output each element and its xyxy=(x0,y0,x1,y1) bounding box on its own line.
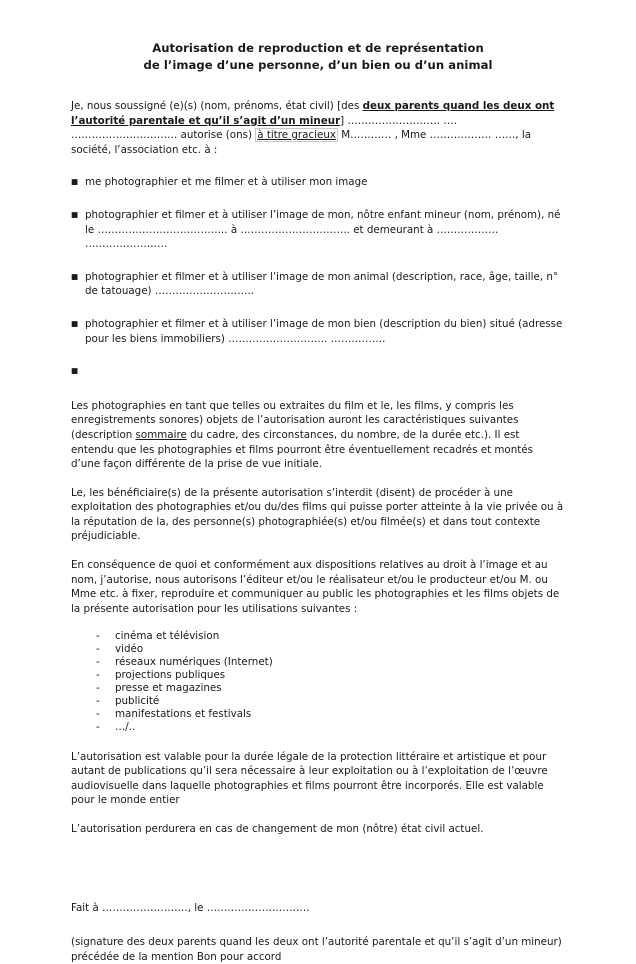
signature-note-line-1: (signature des deux parents quand les deux ont l’autorité parentale et qu’il s’agit d’un mineur) xyxy=(71,936,562,949)
spacer xyxy=(71,157,565,175)
list-item xyxy=(71,708,565,721)
intro-boxed-gracieux: à titre gracieux xyxy=(257,129,336,142)
page-title-line-1: Autorisation de reproduction et de représentation xyxy=(152,41,484,55)
list-item-text: réseaux numériques (Internet) xyxy=(115,656,273,669)
list-item-empty xyxy=(71,364,565,379)
dash-bullet-icon: - xyxy=(96,707,100,720)
spacer xyxy=(71,472,565,486)
page-title-line-2: de l’image d’une personne, d’un bien ou d’un animal xyxy=(143,57,493,72)
spacer xyxy=(71,299,565,317)
paragraph-text-part-1: Les photographies en tant que telles ou extraites du film et le, les films, y compris les enregistrements sonores) objets de l’autorisation auront les caractéristiques suivantes (description xyxy=(71,399,519,441)
dash-bullet-icon: - xyxy=(96,656,100,669)
spacer xyxy=(71,881,565,901)
list-item-text: photographier et filmer et à utiliser l’image de mon, nôtre enfant mineur (nom, prénom), né le ……………………………….. à ………………………….. et demeurant à ……………… …………………… xyxy=(85,208,561,251)
square-bullet-icon: ■ xyxy=(71,209,79,219)
intro-emphasis-parents: deux parents quand les deux ont l’autorité parentale et qu’il s’agit d’un mineur xyxy=(71,100,555,127)
paragraph-photographies xyxy=(71,399,565,472)
paragraph-beneficiaires: Le, les bénéficiaire(s) de la présente autorisation s’interdit (disent) de procéder à une exploitation des photographies et/ou du/des films qui puisse porter atteinte à la vie privée ou à la réputation de la, des personne(s) photographiée(s) et/ou filmée(s) et dans tout contexte préjudiciable. xyxy=(71,486,564,543)
paragraph-perdurera: L’autorisation perdurera en cas de changement de mon (nôtre) état civil actuel. xyxy=(71,823,484,836)
spacer xyxy=(71,837,565,881)
list-item-text: presse et magazines xyxy=(115,682,222,695)
list-item xyxy=(71,317,565,346)
list-item xyxy=(71,270,565,299)
dash-bullet-icon: - xyxy=(96,643,100,656)
page-title xyxy=(71,40,565,73)
list-item xyxy=(71,721,565,734)
list-item xyxy=(71,643,565,656)
document-body xyxy=(71,40,565,964)
paragraph-validite: L’autorisation est valable pour la durée légale de la protection littéraire et artistique et pour autant de publications qu’il sera nécessaire à leur exploitation ou à l’exploitation de l’œuvre audiovisuelle dans laquelle photographies et films pourront être incorporés. Elle est valable pour le monde entier xyxy=(71,750,548,807)
signature-note xyxy=(71,935,565,964)
list-item xyxy=(71,669,565,682)
intro-text-part-2: ] ……………………… …. xyxy=(340,114,457,127)
list-item-text: manifestations et festivals xyxy=(115,707,252,720)
dash-bullet-icon: - xyxy=(96,682,100,695)
dash-bullet-icon: - xyxy=(96,694,100,707)
spacer xyxy=(71,252,565,270)
usages-list xyxy=(71,630,565,733)
square-bullet-icon: ■ xyxy=(71,366,79,376)
intro-text-part-1: Je, nous soussigné (e)(s) (nom, prénoms, état civil) [des xyxy=(71,100,363,112)
signature-place-date-line: Fait à ……………………., le ………………………… xyxy=(71,901,310,914)
list-item xyxy=(71,175,565,190)
list-item xyxy=(71,695,565,708)
dash-bullet-icon: - xyxy=(96,720,100,733)
intro-text-part-3: M………… , Mme ……………… ……, la société, l’association etc. à : xyxy=(71,129,532,156)
spacer xyxy=(71,190,565,208)
paragraph-emphasis-sommaire: sommaire xyxy=(135,428,187,441)
square-bullet-icon: ■ xyxy=(71,271,79,281)
list-item xyxy=(71,682,565,695)
spacer xyxy=(71,544,565,558)
list-item-text: publicité xyxy=(115,694,160,707)
square-bullet-icon: ■ xyxy=(71,177,79,187)
list-item-text: me photographier et me filmer et à utiliser mon image xyxy=(85,176,368,189)
spacer xyxy=(71,808,565,822)
list-item xyxy=(71,630,565,643)
intro-text-line-2: …………………………. autorise (ons) xyxy=(71,129,256,142)
list-item-text: photographier et filmer et à utiliser l’image de mon animal (description, race, âge, taille, n° de tatouage) ……………………….. xyxy=(85,270,559,298)
list-item-text: vidéo xyxy=(115,643,144,656)
list-item-text: photographier et filmer et à utiliser l’image de mon bien (description du bien) situé (adresse pour les biens immobiliers) ……………………….. ……………. xyxy=(85,317,563,345)
spacer xyxy=(71,73,565,99)
list-item-text: projections publiques xyxy=(115,669,226,682)
spacer xyxy=(71,915,565,935)
list-item xyxy=(71,656,565,669)
intro-paragraph xyxy=(71,99,565,157)
paragraph-text-part-2: du cadre, des circonstances, du nombre, de la durée etc.). Il est entendu que les photographies et films pourront être éventuellement recadrés et montés d’une façon différente de la prise de vue initiale. xyxy=(71,428,533,471)
list-item-text: cinéma et télévision xyxy=(115,630,220,643)
square-bullet-icon: ■ xyxy=(71,318,79,328)
spacer xyxy=(71,346,565,364)
spacer xyxy=(71,734,565,750)
list-item-text: …/.. xyxy=(115,720,136,733)
spacer xyxy=(71,379,565,399)
signature-note-line-2: précédée de la mention Bon pour accord xyxy=(71,950,282,963)
paragraph-consequence: En conséquence de quoi et conformément aux dispositions relatives au droit à l’image et au nom, j’autorise, nous autorisons l’éditeur et/ou le réalisateur et/ou le producteur et/ou M. ou Mme etc. à fixer, reproduire et communiquer au public les photographies et les films objets de la présente autorisation pour les utilisations suivantes : xyxy=(71,559,560,615)
dash-bullet-icon: - xyxy=(96,669,100,682)
list-item xyxy=(71,208,565,252)
dash-bullet-icon: - xyxy=(96,630,100,643)
spacer xyxy=(71,616,565,630)
